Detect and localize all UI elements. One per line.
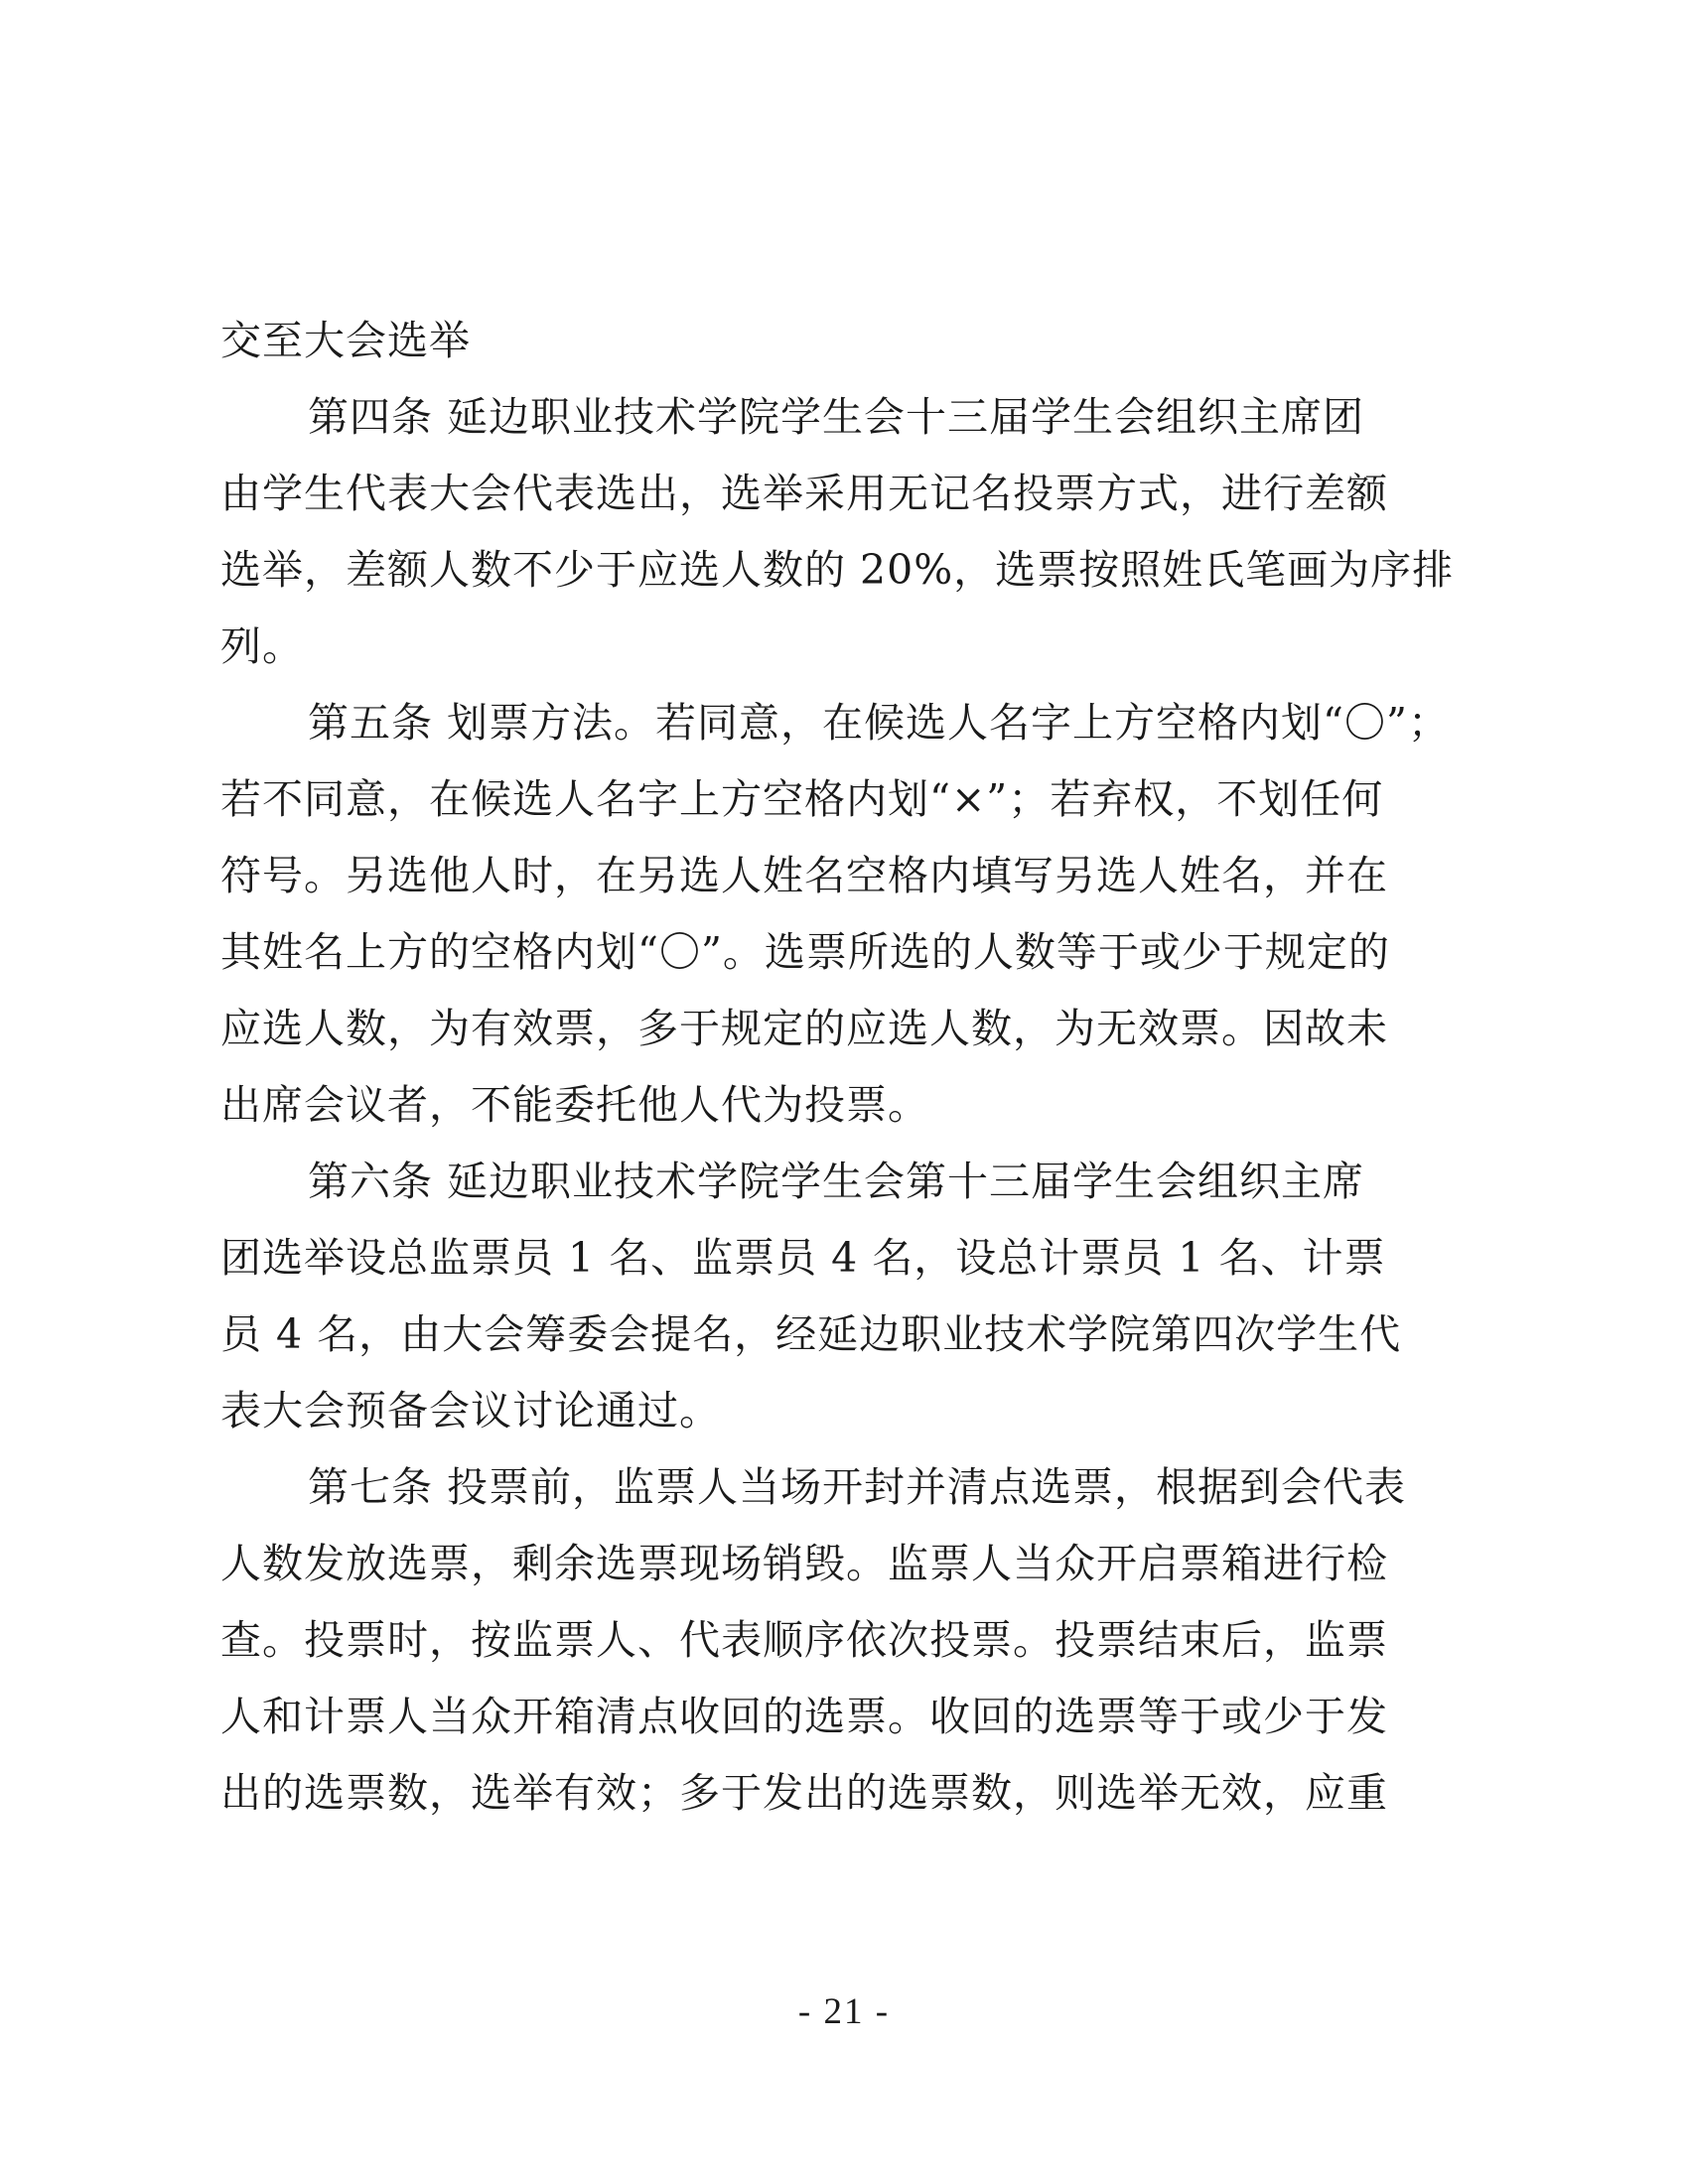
page-number: - 21 - [797, 1991, 891, 2032]
article-4-heading-line: 第四条 延边职业技术学院学生会十三届学生会组织主席团 [308, 393, 1365, 441]
text-line: 出席会议者，不能委托他人代为投票。 [220, 1081, 929, 1129]
text-line: 列。 [220, 622, 304, 670]
text-line: 由学生代表大会代表选出，选举采用无记名投票方式，进行差额 [220, 470, 1388, 517]
text-line: 若不同意，在候选人名字上方空格内划“×”；若弃权，不划任何 [220, 775, 1384, 823]
body-text [220, 303, 1466, 1832]
text-line: 符号。另选他人时，在另选人姓名空格内填写另选人姓名，并在 [220, 852, 1388, 899]
article-5-heading-line: 第五条 划票方法。若同意，在候选人名字上方空格内划“〇”； [308, 699, 1450, 747]
text-line: 选举，差额人数不少于应选人数的 20%，选票按照姓氏笔画为序排 [220, 546, 1455, 594]
text-line: 交至大会选举 [220, 317, 471, 364]
article-6-heading-line: 第六条 延边职业技术学院学生会第十三届学生会组织主席 [308, 1158, 1365, 1205]
text-line: 团选举设总监票员 1 名、监票员 4 名，设总计票员 1 名、计票 [220, 1234, 1386, 1282]
text-line: 出的选票数，选举有效；多于发出的选票数，则选举无效，应重 [220, 1769, 1388, 1817]
article-7-heading-line: 第七条 投票前，监票人当场开封并清点选票，根据到会代表 [308, 1463, 1407, 1511]
text-line: 其姓名上方的空格内划“〇”。选票所选的人数等于或少于规定的 [220, 928, 1390, 976]
text-line: 表大会预备会议讨论通过。 [220, 1387, 721, 1434]
text-line: 应选人数，为有效票，多于规定的应选人数，为无效票。因故未 [220, 1005, 1388, 1052]
text-line: 人和计票人当众开箱清点收回的选票。收回的选票等于或少于发 [220, 1693, 1388, 1740]
text-line: 人数发放选票，剩余选票现场销毁。监票人当众开启票箱进行检 [220, 1540, 1388, 1587]
text-line: 查。投票时，按监票人、代表顺序依次投票。投票结束后，监票 [220, 1616, 1388, 1664]
text-line: 员 4 名，由大会筹委会提名，经延边职业技术学院第四次学生代 [220, 1310, 1402, 1358]
